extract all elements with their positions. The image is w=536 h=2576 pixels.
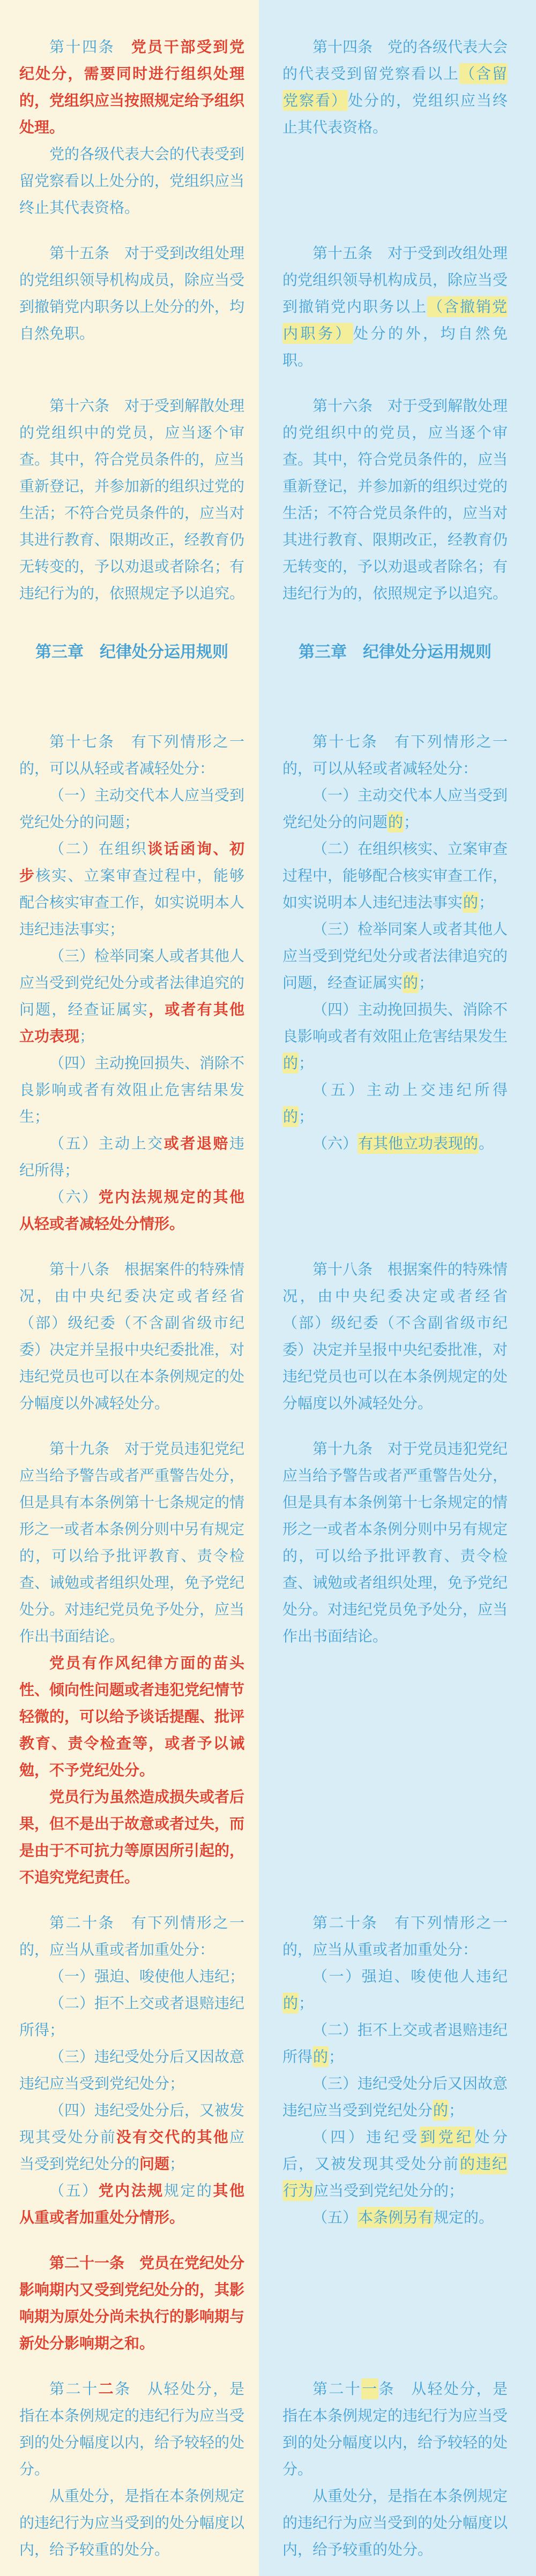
text-run: ；	[299, 1054, 314, 1072]
highlight-mark: 的	[282, 1106, 299, 1127]
text-run: ；	[479, 893, 494, 911]
article-paragraph	[19, 1184, 244, 1237]
highlight-mark: 的	[433, 2100, 449, 2121]
added-text-run: 党员有作风纪律方面的苗头性、倾向性问题或者违犯党纪情节轻微的，可以给予谈话提醒、批评教育、责令检查等，或者予以诫勉，不予党纪处分。	[19, 1654, 245, 1779]
article-paragraph	[282, 2017, 508, 2070]
text-run: 党的各级代表大会的代表受到留党察看以上处分的，党组织应当终止其代表资格。	[19, 145, 245, 216]
highlight-mark: 的	[463, 892, 479, 913]
added-text-run: 党员干部受到党纪处分，需要同时进行组织处理的，党组织应当按照规定给予组织处理。	[19, 38, 245, 136]
highlight-mark: 的	[282, 1993, 299, 2014]
article-paragraph	[282, 1963, 508, 2017]
article-paragraph	[282, 2070, 508, 2124]
old-version-column-row-5	[259, 710, 536, 1237]
article-paragraph	[282, 240, 508, 374]
article-paragraph	[282, 1256, 508, 1417]
text-run: （四）违纪受处分后，又被发现其受处分前	[19, 2101, 245, 2146]
article-paragraph	[282, 1436, 508, 1650]
new-version-column-row-6	[0, 1237, 259, 1417]
text-run: 规定的	[163, 2182, 213, 2199]
text-run: （五）主动上交违纪所得	[312, 1081, 508, 1099]
added-text-run: 其他从重或者加重处分情形。	[19, 2182, 244, 2226]
text-run: 第十六条 对于受到解散处理的党组织中的党员，应当逐个审查。其中，符合党员条件的，应当重新登记，并参加新的组织过党的生活；不符合党员条件的，应当对其进行教育、限期改正，经教育仍无转变的，予以劝退或者除名；有违纪行为的，依照规定予以追究。	[282, 397, 508, 602]
text-run: （五）	[49, 2182, 99, 2199]
added-text-run: 党员行为虽然造成损失或者后果，但不是出于故意或者过失，而是由于不可抗力等原因所引起的，不追究党纪责任。	[19, 1788, 245, 1886]
text-run: （一）主动交代本人应当受到党纪处分的问题	[282, 786, 508, 831]
text-run: ；	[329, 2048, 344, 2066]
text-run: ；	[404, 813, 419, 831]
text-run: 第三章 纪律处分运用规则	[299, 643, 492, 662]
text-run: 第二十条 有下列情形之一的，应当从重或者加重处分：	[282, 1914, 508, 1958]
text-run: 处分的外，均自然免职。	[282, 325, 508, 369]
highlight-mark: 到党纪	[420, 2127, 474, 2147]
old-version-column-row-7	[259, 1417, 536, 1891]
text-run: 第三章 纪律处分运用规则	[35, 643, 228, 662]
article-paragraph	[19, 729, 244, 782]
text-run: 规定的。	[434, 2209, 494, 2226]
text-run: 第十九条 对于党员违犯党纪应当给予警告或者严重警告处分，但是具有本条例第十七条规定的情形之一或者本条例分则中另有规定的，可以给予批评教育、责令检查、诫勉或者组织处理，免予党纪处分。对违纪党员免予处分，应当作出书面结论。	[282, 1440, 508, 1645]
highlight-mark: 的	[312, 2046, 329, 2067]
article-paragraph	[19, 2376, 244, 2483]
added-text-run: 第二十一条 党员在党纪处分影响期内又受到党纪处分的，其影响期为原处分尚未执行的影响期与新处分影响期之和。	[19, 2254, 245, 2352]
text-run: （三）检举同案人或者其他人应当受到党纪处分或者法律追究的问题，经查证属实	[19, 947, 245, 1018]
text-run: 核实、立案审查过程中，能够配合核实审查工作，如实说明本人违纪违法事实；	[19, 867, 245, 938]
highlight-mark: 的	[282, 1053, 299, 1073]
text-run: （三）违纪受处分后又因故意违纪应当受到党纪处分；	[19, 2048, 245, 2092]
text-run: 从重处分，是指在本条例规定的违纪行为应当受到的处分幅度以内，给予较重的处分。	[19, 2487, 245, 2558]
text-run: （四）主动挽回损失、消除不良影响或者有效阻止危害结果发生；	[19, 1054, 245, 1125]
old-version-column-row-10	[259, 2357, 536, 2563]
added-text-run: 党内法规规定的其他从轻或者减轻处分情形。	[19, 1188, 244, 1233]
text-run: （五）主动上交	[49, 1135, 164, 1152]
text-run: 第十七条 有下列情形之一的，可以从轻或者减轻处分：	[282, 733, 508, 777]
text-run: 违纪所得；	[19, 1135, 244, 1179]
text-run: 条 从轻处分，是指在本条例规定的违纪行为应当受到的处分幅度以内，给予较轻的处分。	[19, 2380, 245, 2478]
article-paragraph	[282, 729, 508, 782]
text-run: ；	[169, 2155, 185, 2173]
article-paragraph	[19, 1963, 244, 1990]
article-paragraph	[19, 2177, 244, 2231]
article-paragraph	[19, 393, 244, 607]
text-run: （六）	[49, 1188, 99, 1206]
highlight-mark: 一	[361, 2378, 378, 2399]
text-run: （一）强迫、唆使他人违纪；	[49, 1967, 245, 1985]
old-version-column-row-8	[259, 1891, 536, 2231]
text-run: 第十四条 党的各级代表大会的代表受到留党察看以上	[282, 38, 508, 82]
text-run: （二）拒不上交或者退赔违纪所得	[282, 2021, 508, 2066]
text-run: ；	[299, 1108, 314, 1125]
article-paragraph	[19, 1650, 244, 1784]
old-version-column-row-3	[259, 374, 536, 607]
article-paragraph	[19, 2250, 244, 2357]
article-paragraph	[282, 2483, 508, 2563]
text-run: 。	[479, 1135, 494, 1152]
article-paragraph	[282, 916, 508, 996]
text-run: 第十八条 根据案件的特殊情况，由中央纪委决定或者经省（部）级纪委（不含副省级市纪委）决定并呈报中央纪委批准，对违纪党员也可以在本条例规定的处分幅度以外减轻处分。	[282, 1260, 508, 1412]
text-run: ；	[79, 1027, 95, 1045]
new-version-column-row-2	[0, 221, 259, 374]
new-version-column-row-4	[0, 607, 259, 710]
article-paragraph	[282, 996, 508, 1077]
article-paragraph	[282, 2204, 508, 2231]
added-text-run: 谈话函询、初步	[19, 840, 244, 884]
text-run: 第二十	[312, 2380, 362, 2398]
old-version-column-row-1	[259, 15, 536, 221]
article-paragraph	[282, 1077, 508, 1130]
chapter-heading	[19, 639, 244, 666]
text-run: 第二十条 有下列情形之一的，应当从重或者加重处分：	[19, 1914, 244, 1958]
article-paragraph	[19, 782, 244, 836]
text-run: （二）在组织核实、立案审查过程中，能够配合核实审查工作，如实说明本人违纪违法事实	[282, 840, 508, 911]
text-run: ；	[419, 974, 434, 992]
added-text-run: ，或者有其他立功表现	[19, 1001, 244, 1045]
article-paragraph	[19, 836, 244, 943]
text-run: （五）	[312, 2209, 358, 2226]
article-paragraph	[19, 943, 244, 1050]
text-run: 第十五条 对于受到改组处理的党组织领导机构成员，除应当受到撤销党内职务以上	[282, 244, 508, 316]
text-run: （三）检举同案人或者其他人应当受到党纪处分或者法律追究的问题，经查证属实	[282, 920, 508, 992]
article-paragraph	[19, 1130, 244, 1184]
text-run: （二）拒不上交或者退赔违纪所得；	[19, 1994, 245, 2039]
text-run: （四）主动挽回损失、消除不良影响或者有效阻止危害结果发生	[282, 1001, 508, 1045]
highlight-mark: 的	[388, 812, 404, 832]
new-version-column-row-1	[0, 15, 259, 221]
text-run: 第十五条 对于受到改组处理的党组织领导机构成员，除应当受到撤销党内职务以上处分的外，均自然免职。	[19, 244, 245, 342]
article-paragraph	[282, 2124, 508, 2204]
old-version-column-row-2	[259, 221, 536, 374]
text-run: （三）违纪受处分后又因故意违纪应当受到党纪处分	[282, 2075, 508, 2119]
highlight-mark: 的	[403, 972, 419, 993]
text-run: 应当受到党纪处分的	[19, 2128, 244, 2173]
article-paragraph	[19, 34, 244, 141]
text-run: （四）违纪受	[312, 2128, 420, 2146]
article-paragraph	[282, 2376, 508, 2483]
text-run: 第十七条 有下列情形之一的，可以从轻或者减轻处分：	[19, 733, 244, 777]
text-run: （二）在组织	[49, 840, 148, 858]
text-run: 条 从轻处分，是指在本条例规定的违纪行为应当受到的处分幅度以内，给予较轻的处分。	[282, 2380, 508, 2478]
text-run: 第十四条	[49, 38, 131, 56]
article-paragraph	[282, 393, 508, 607]
highlight-mark: 本条例另有	[358, 2207, 434, 2228]
new-version-column-row-5	[0, 710, 259, 1237]
article-paragraph	[19, 1784, 244, 1891]
added-text-run: 没有交代的其他	[116, 2128, 229, 2146]
new-version-column-row-7	[0, 1417, 259, 1891]
article-paragraph	[282, 836, 508, 916]
new-version-column-row-10	[0, 2357, 259, 2563]
text-run: ；	[299, 1994, 314, 2012]
article-paragraph	[19, 2097, 244, 2177]
text-run: 第二十	[49, 2380, 99, 2398]
added-text-run: 党内法规	[98, 2182, 164, 2199]
old-version-column-row-6	[259, 1237, 536, 1417]
highlight-mark: 有其他立功表现的	[358, 1133, 479, 1154]
article-paragraph	[19, 2044, 244, 2097]
article-paragraph	[282, 782, 508, 836]
added-text-run: 或者退赔	[163, 1135, 229, 1152]
text-run: 处分的，党组织应当终止其代表资格。	[282, 92, 508, 136]
highlight-mark: （含撤销党内职务）	[282, 296, 508, 344]
article-paragraph	[19, 240, 244, 347]
text-run: 从重处分，是指在本条例规定的违纪行为应当受到的处分幅度以内，给予较重的处分。	[282, 2487, 508, 2558]
text-run: ；	[449, 2101, 464, 2119]
article-paragraph	[19, 1050, 244, 1130]
new-version-column-row-3	[0, 374, 259, 607]
new-version-column-row-8	[0, 1891, 259, 2231]
added-text-run: 二	[98, 2380, 115, 2398]
highlight-mark: （含留党察看）	[282, 63, 508, 111]
article-paragraph	[19, 1990, 244, 2044]
text-run: （一）强迫、唆使他人违纪	[312, 1967, 508, 1985]
article-paragraph	[19, 141, 244, 221]
text-run: 第十六条 对于受到解散处理的党组织中的党员，应当逐个审查。其中，符合党员条件的，应当重新登记，并参加新的组织过党的生活；不符合党员条件的，应当对其进行教育、限期改正，经教育仍无转变的，予以劝退或者除名；有违纪行为的，依照规定予以追究。	[19, 397, 245, 602]
article-paragraph	[282, 34, 508, 141]
article-paragraph	[19, 2483, 244, 2563]
text-run: 应当受到党纪处分的；	[314, 2182, 464, 2199]
text-run: 处分后，又被发现其受处分前	[282, 2128, 508, 2173]
old-version-column-row-4	[259, 607, 536, 710]
article-paragraph	[282, 1130, 508, 1157]
article-paragraph	[282, 1910, 508, 1963]
text-run: （六）	[312, 1135, 358, 1152]
article-paragraph	[19, 1910, 244, 1963]
added-text-run: 问题	[139, 2155, 170, 2173]
text-run: 第十九条 对于党员违犯党纪应当给予警告或者严重警告处分，但是具有本条例第十七条规定的情形之一或者本条例分则中另有规定的，可以给予批评教育、责令检查、诫勉或者组织处理，免予党纪处分。对违纪党员免予处分，应当作出书面结论。	[19, 1440, 245, 1645]
highlight-mark: 的违纪行为	[282, 2153, 508, 2201]
text-run: 第十八条 根据案件的特殊情况，由中央纪委决定或者经省（部）级纪委（不含副省级市纪委）决定并呈报中央纪委批准，对违纪党员也可以在本条例规定的处分幅度以外减轻处分。	[19, 1260, 245, 1412]
article-paragraph	[19, 1436, 244, 1650]
chapter-heading	[282, 639, 508, 666]
text-run: （一）主动交代本人应当受到党纪处分的问题；	[19, 786, 245, 831]
article-paragraph	[19, 1256, 244, 1417]
